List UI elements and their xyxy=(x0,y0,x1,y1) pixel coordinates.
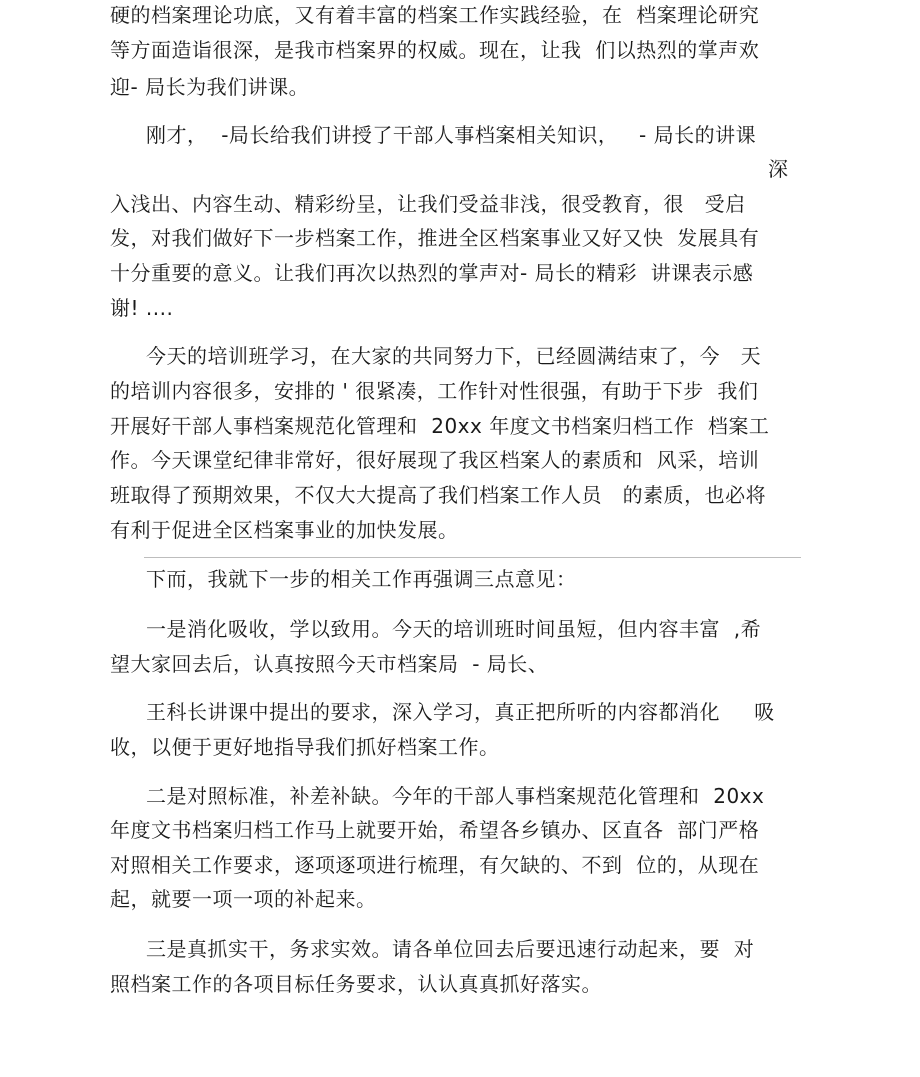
p3-line-5: 班取得了预期效果，不仅大大提高了我们档案工作人员 的素质，也必将 xyxy=(110,483,767,507)
p6-line-2: 收，以便于更好地指导我们抓好档案工作。 xyxy=(110,735,500,759)
p8-line-2: 照档案工作的各项目标任务要求，认认真真抓好落实。 xyxy=(110,972,602,996)
p7-line-1: 二是对照标准，补差补缺。今年的干部人事档案规范化管理和 20xx xyxy=(146,784,765,808)
p3-line-6: 有利于促进全区档案事业的加快发展。 xyxy=(110,518,459,542)
p2-line-2: 深 xyxy=(768,157,789,181)
p8-line-1: 三是真抓实干，务求实效。请各单位回去后要迅速行动起来，要 对 xyxy=(146,937,755,961)
p7-line-2: 年度文书档案归档工作马上就要开始，希望各乡镇办、区直各 部门严格 xyxy=(110,818,760,842)
p3-line-2: 的培训内容很多，安排的 ' 很紧凑，工作针对性很强，有助于下步 我们 xyxy=(110,379,759,403)
p5-line-2: 望大家回去后，认真按照今天市档案局 - 局长、 xyxy=(110,652,549,676)
horizontal-rule xyxy=(144,557,801,558)
p1-line-1: 硬的档案理论功底，又有着丰富的档案工作实践经验，在 档案理论研究 xyxy=(110,3,760,27)
p7-line-4: 起，就要一项一项的补起来。 xyxy=(110,887,377,911)
p2-line-3: 入浅出、内容生动、精彩纷呈，让我们受益非浅，很受教育，很 受启 xyxy=(110,192,746,216)
p7-line-3: 对照相关工作要求，逐项逐项进行梳理，有欠缺的、不到 位的，从现在 xyxy=(110,853,760,877)
p3-line-3: 开展好干部人事档案规范化管理和 20xx 年度文书档案归档工作 档案工 xyxy=(110,414,770,438)
p6-line-1: 王科长讲课中提出的要求，深入学习，真正把所听的内容都消化 吸 xyxy=(146,700,775,724)
p1-line-3: 迎- 局长为我们讲课。 xyxy=(110,75,310,99)
p3-line-4: 作。今天课堂纪律非常好，很好展现了我区档案人的素质和 风采，培训 xyxy=(110,448,760,472)
p2-line-6: 谢! .... xyxy=(110,296,174,320)
p2-line-5: 十分重要的意义。让我们再次以热烈的掌声对- 局长的精彩 讲课表示感 xyxy=(110,261,754,285)
p2-line-1: 刚才， -局长给我们讲授了干部人事档案相关知识， - 局长的讲课 xyxy=(146,123,757,147)
p3-line-1: 今天的培训班学习，在大家的共同努力下，已经圆满结束了，今 天 xyxy=(146,344,762,368)
p5-line-1: 一是消化吸收，学以致用。今天的培训班时间虽短，但内容丰富 ,希 xyxy=(146,617,762,641)
p1-line-2: 等方面造诣很深，是我市档案界的权威。现在，让我 们以热烈的掌声欢 xyxy=(110,38,760,62)
p2-line-4: 发，对我们做好下一步档案工作，推进全区档案事业又好又快 发展具有 xyxy=(110,226,760,250)
p4-line-1: 下而，我就下一步的相关工作再强调三点意见： xyxy=(146,567,577,591)
